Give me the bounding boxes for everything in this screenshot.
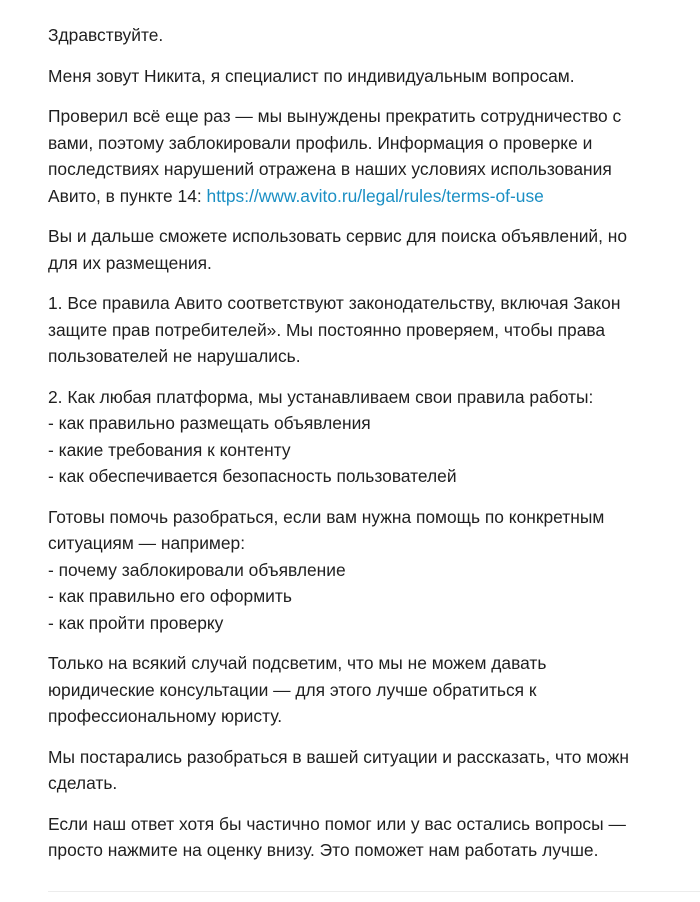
list-item: - почему заблокировали объявление: [48, 559, 346, 580]
list-item: - как пройти проверку: [48, 612, 224, 633]
text-line: защите прав потребителей». Мы постоянно проверяем, чтобы права: [48, 319, 606, 340]
text-line: юридические консультации — для этого лучше обратиться к: [48, 679, 537, 700]
point-1-paragraph: [48, 290, 700, 370]
bottom-divider: [48, 891, 700, 892]
list-item: - какие требования к контенту: [48, 439, 291, 460]
rating-prompt-paragraph: [48, 811, 700, 864]
text-line: Мы постарались разобраться в вашей ситуации и рассказать, что можн: [48, 746, 629, 767]
text-line: 1. Все правила Авито соответствуют законодательству, включая Закон: [48, 293, 621, 313]
text-line-with-link: [48, 183, 700, 210]
terms-of-use-link[interactable]: https://www.avito.ru/legal/rules/terms-of-use: [206, 185, 544, 206]
text-line: Вы и дальше сможете использовать сервис для поиска объявлений, но: [48, 226, 628, 246]
list-item: - как обеспечивается безопасность пользователей: [48, 466, 457, 486]
text-line: для их размещения.: [48, 252, 212, 273]
terms-reference-text: Авито, в пункте 14:: [48, 185, 207, 206]
block-notice-paragraph: [48, 103, 700, 209]
point-2-paragraph: [48, 384, 700, 490]
text-line: Если наш ответ хотя бы частично помог или у вас остались вопросы —: [48, 813, 626, 834]
text-line: Только на всякий случай подсветим, что мы не можем давать: [48, 653, 547, 673]
list-item: - как правильно его оформить: [48, 586, 292, 606]
text-line: сделать.: [48, 773, 118, 793]
text-line: 2. Как любая платформа, мы устанавливаем свои правила работы:: [48, 386, 594, 407]
text-line: последствиях нарушений отражена в наших условиях использования: [48, 159, 612, 179]
greeting-text: Здравствуйте.: [48, 25, 164, 45]
text-line: просто нажмите на оценку внизу. Это поможет нам работать лучше.: [48, 840, 599, 860]
text-line: Готовы помочь разобраться, если вам нужна помощь по конкретным: [48, 506, 605, 527]
text-line: профессиональному юристу.: [48, 706, 283, 726]
search-usage-paragraph: [48, 223, 700, 276]
help-offer-paragraph: [48, 504, 700, 637]
text-line: пользователей не нарушались.: [48, 346, 301, 366]
text-line: вами, поэтому заблокировали профиль. Информация о проверке и: [48, 132, 593, 153]
text-line: Проверил всё еще раз — мы вынуждены прекратить сотрудничество с: [48, 106, 622, 126]
legal-disclaimer-paragraph: [48, 650, 700, 730]
support-message: [48, 22, 700, 878]
list-item: - как правильно размещать объявления: [48, 413, 371, 433]
closing-paragraph: [48, 744, 700, 797]
text-line: ситуациям — например:: [48, 533, 246, 553]
intro-text: Меня зовут Никита, я специалист по индивидуальным вопросам.: [48, 65, 575, 86]
